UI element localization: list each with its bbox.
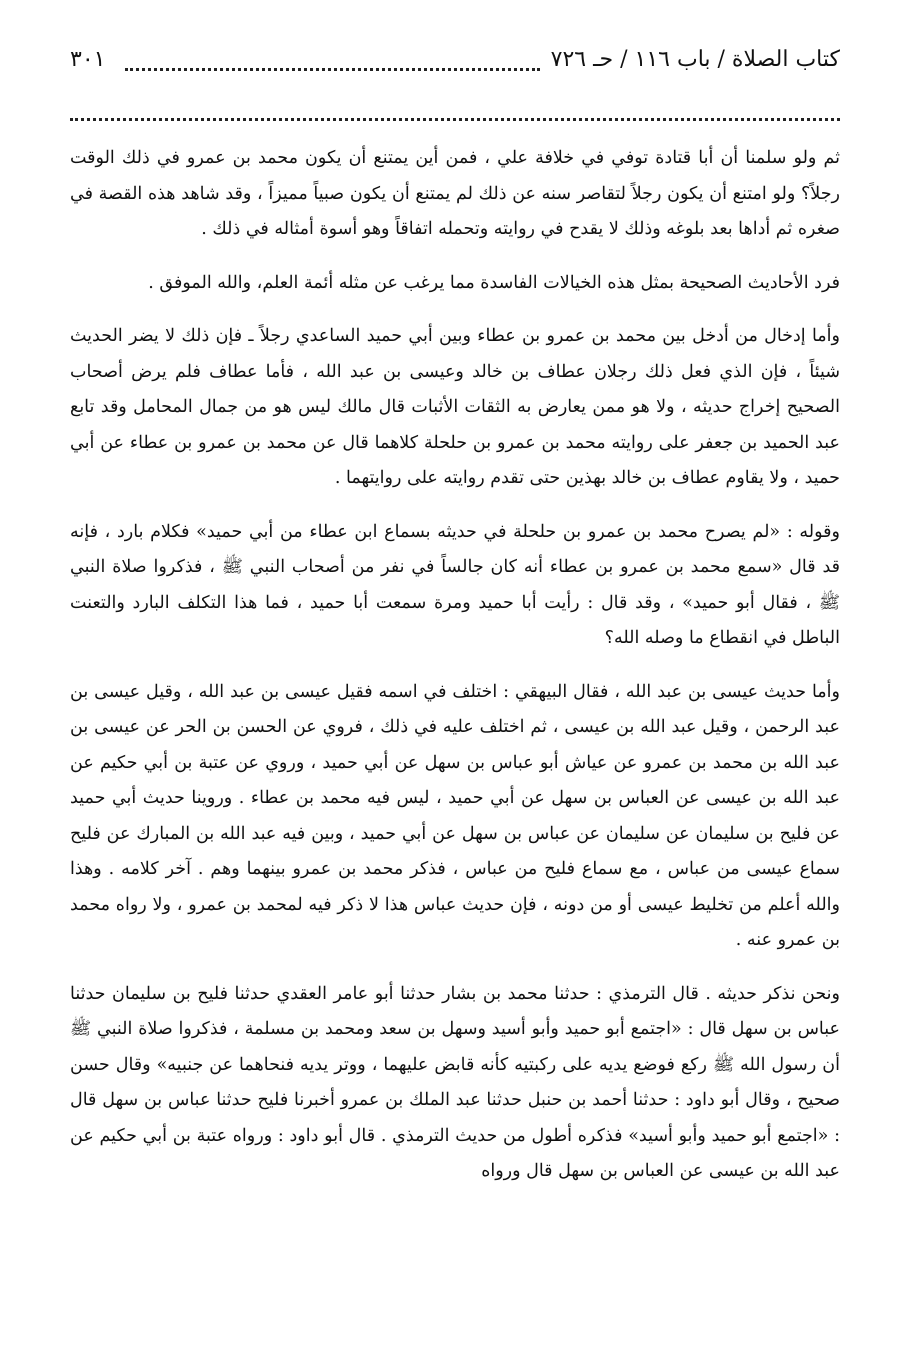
dotted-separator [70,118,840,121]
running-header [70,40,840,80]
header-title: كتاب الصلاة / باب ١١٦ / حـ ٧٢٦ [550,47,840,72]
paragraph: فرد الأحاديث الصحيحة بمثل هذه الخيالات الفاسدة مما يرغب عن مثله أئمة العلم، والله الموفق . [148,272,840,293]
paragraph: وأما حديث عيسى بن عبد الله ، فقال البيهقي : اختلف في اسمه فقيل عيسى بن عبد الله ، وقيل عيسى بن عبد الرحمن ، وقيل عبد الله بن عيسى ، ثم اختلف عليه في ذلك ، فروي عن الحسن بن الحر عن عيسى بن عبد الله بن محمد بن عمرو عن عياش أبو عباس بن سهل عن أبي حميد ، وروي عن عتبة بن أبي حكيم عن عبد الله بن عيسى عن العباس بن سهل عن أبي حميد ، ليس فيه محمد بن عطاء . وروينا حديث أبي حميد عن فليح بن سليمان عن سليمان عن عباس بن سهل عن أبي حميد ، وبين فيه عبد الله بن المبارك عن فليح سماع عيسى من عباس ، مع سماع فليح من عباس ، فذكر محمد بن عمرو بينهما وهم . آخر كلامه . وهذا والله أعلم من تخليط عيسى أو من دونه ، فإن حديث عباس هذا لا ذكر فيه لمحمد بن عمرو ، ولا رواه محمد بن عمرو عنه . [70,681,840,950]
paragraph: وأما إدخال من أدخل بين محمد بن عمرو بن عطاء وبين أبي حميد الساعدي رجلاً ـ فإن ذلك لا يضر الحديث شيئاً ، فإن الذي فعل ذلك رجلان عطاف بن خالد وعيسى بن عبد الله ، فأما عطاف فلم يرض أصحاب الصحيح إخراج حديثه ، ولا هو ممن يعارض به الثقات الأثبات قال مالك ليس هو من جمال المحامل وقد تابع عبد الحميد بن جعفر على روايته محمد بن عمرو بن حلحلة كلاهما قال عن محمد بن عمرو بن عطاء عن أبي حميد ، ولا يقاوم عطاف بن خالد بهذين حتى تقدم روايته على روايتهما . [70,326,840,488]
paragraph: ثم ولو سلمنا أن أبا قتادة توفي في خلافة علي ، فمن أين يمتنع أن يكون محمد بن عمرو في ذلك الوقت رجلاً؟ ولو امتنع أن يكون رجلاً لتقاصر سنه عن ذلك لم يمتنع أن يكون صبياً مميزاً ، وقد شاهد هذه القصة في صغره ثم أداها بعد بلوغه وذلك لا يقدح في روايته وتحمله اتفاقاً وهو أسوة أمثاله في ذلك . [70,148,840,239]
book-page [70,40,840,1208]
paragraph: ونحن نذكر حديثه . قال الترمذي : حدثنا محمد بن بشار حدثنا أبو عامر العقدي حدثنا فليح بن سليمان حدثنا عباس بن سهل قال : «اجتمع أبو حميد وأبو أسيد وسهل بن سعد ومحمد بن مسلمة ، فذكروا صلاة النبي ﷺ أن رسول الله ﷺ ركع فوضع يديه على ركبتيه كأنه قابض عليهما ، ووتر يديه فنحاهما عن جنبيه» وقال حسن صحيح ، وقال أبو داود : حدثنا أحمد بن حنبل حدثنا عبد الملك بن عمرو أخبرنا فليح حدثنا عباس بن سهل قال : «اجتمع أبو حميد وأبو أسيد» فذكره أطول من حديث الترمذي . قال أبو داود : ورواه عتبة بن أبي حكيم عن عبد الله بن عيسى عن العباس بن سهل قال ورواه [70,983,840,1181]
page-number: ٣٠١ [70,47,106,72]
header-dot-leader [125,68,540,71]
paragraph: وقوله : «لم يصرح محمد بن عمرو بن حلحلة في حديثه بسماع ابن عطاء من أبي حميد» فكلام بارد ، فإنه قد قال «سمع محمد بن عمرو بن عطاء أنه كان جالساً في نفر من أصحاب النبي ﷺ ، فذكروا صلاة النبي ﷺ ، فقال أبو حميد» ، وقد قال : رأيت أبا حميد ومرة سمعت أبا حميد ، فما هذا التكلف البارد والتعنت الباطل في انقطاع ما وصله الله؟ [70,521,840,648]
body-text [70,141,840,1190]
